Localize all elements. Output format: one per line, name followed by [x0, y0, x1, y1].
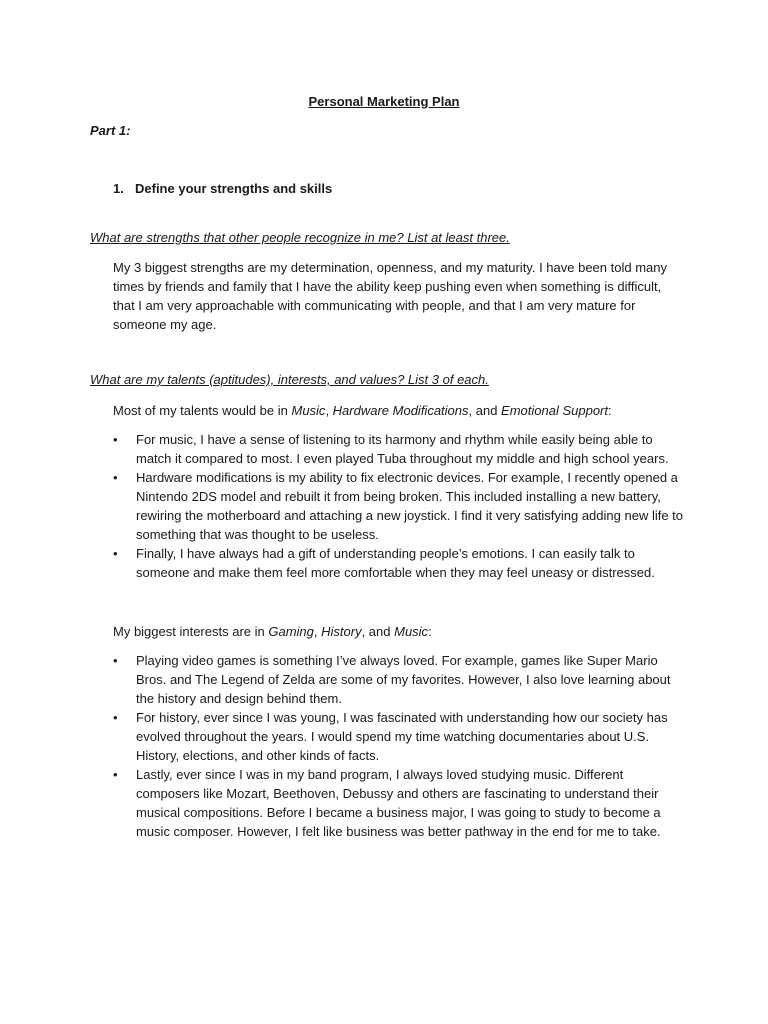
question-strengths: What are strengths that other people recognize in me? List at least three. [90, 230, 510, 245]
bullet-icon: • [113, 470, 118, 485]
talents-intro-tail: : [608, 403, 612, 418]
interest-gaming: Gaming [268, 624, 314, 639]
bullet-icon: • [113, 653, 118, 668]
page-title: Personal Marketing Plan [308, 94, 460, 109]
list-item [113, 651, 683, 708]
list-item-text: For history, ever since I was young, I was fascinated with understanding how our society has evolved throughout the years. I would spend my time watching documentaries about U.S. History, elections, and other kinds of facts. [136, 710, 668, 763]
interests-intro-lead: My biggest interests are in [113, 624, 269, 639]
list-item [113, 765, 683, 841]
question-talents-interests-values: What are my talents (aptitudes), interests, and values? List 3 of each. [90, 372, 489, 387]
interests-intro [113, 622, 683, 641]
talents-sep-1: , [325, 403, 333, 418]
list-item [113, 468, 683, 544]
interest-music: Music [394, 624, 429, 639]
talents-intro-lead: Most of my talents would be in [113, 403, 292, 418]
bullet-icon: • [113, 767, 118, 782]
list-item-text: For music, I have a sense of listening to its harmony and rhythm while easily being able to match it compared to most. I even played Tuba throughout my middle and high school years. [136, 432, 669, 466]
interests-intro-tail: : [428, 624, 432, 639]
list-item-text: Playing video games is something I’ve always loved. For example, games like Super Mario Bros. and The Legend of Zelda are some of my favorites. However, I also love learning about the history and design behind them. [136, 653, 671, 706]
list-item [113, 430, 683, 468]
bullet-icon: • [113, 710, 118, 725]
section-heading [113, 181, 332, 196]
talents-intro [113, 401, 683, 420]
strengths-paragraph: My 3 biggest strengths are my determination, openness, and my maturity. I have been told many times by friends and family that I have the ability keep pushing even when something is difficult, that I am very approachable with communicating with people, and that I am very mature for someone my age. [113, 260, 667, 332]
list-item-text: Hardware modifications is my ability to fix electronic devices. For example, I recently opened a Nintendo 2DS model and rebuilt it from being broken. This included installing a new battery, rewiring the motherboard and attaching a new joystick. I find it very satisfying adding new life to something that was thought to be useless. [136, 470, 684, 542]
list-item [113, 708, 683, 765]
list-item [113, 544, 683, 582]
interests-sep-1: , [313, 624, 322, 639]
talent-emotional-support: Emotional Support [501, 403, 608, 418]
list-item-text: Finally, I have always had a gift of understanding people’s emotions. I can easily talk to someone and make them feel more comfortable when they may feel uneasy or distressed. [136, 546, 655, 580]
section-number: 1. [113, 181, 124, 196]
talent-hardware: Hardware Modifications [332, 403, 469, 418]
section-heading-text: Define your strengths and skills [135, 181, 333, 196]
list-item-text: Lastly, ever since I was in my band program, I always loved studying music. Different composers like Mozart, Beethoven, Debussy and others are fascinating to understand their musical compositions. Before I became a business major, I was going to study to become a music composer. However, I felt like business was better pathway in the end for me to take. [136, 767, 661, 839]
talents-sep-2: , and [468, 403, 502, 418]
bullet-icon: • [113, 546, 118, 561]
talents-list [113, 430, 683, 582]
bullet-icon: • [113, 432, 118, 447]
interests-sep-2: , and [361, 624, 395, 639]
interest-history: History [321, 624, 362, 639]
interests-list [113, 651, 683, 841]
part-label: Part 1: [90, 123, 131, 138]
talent-music: Music [291, 403, 326, 418]
